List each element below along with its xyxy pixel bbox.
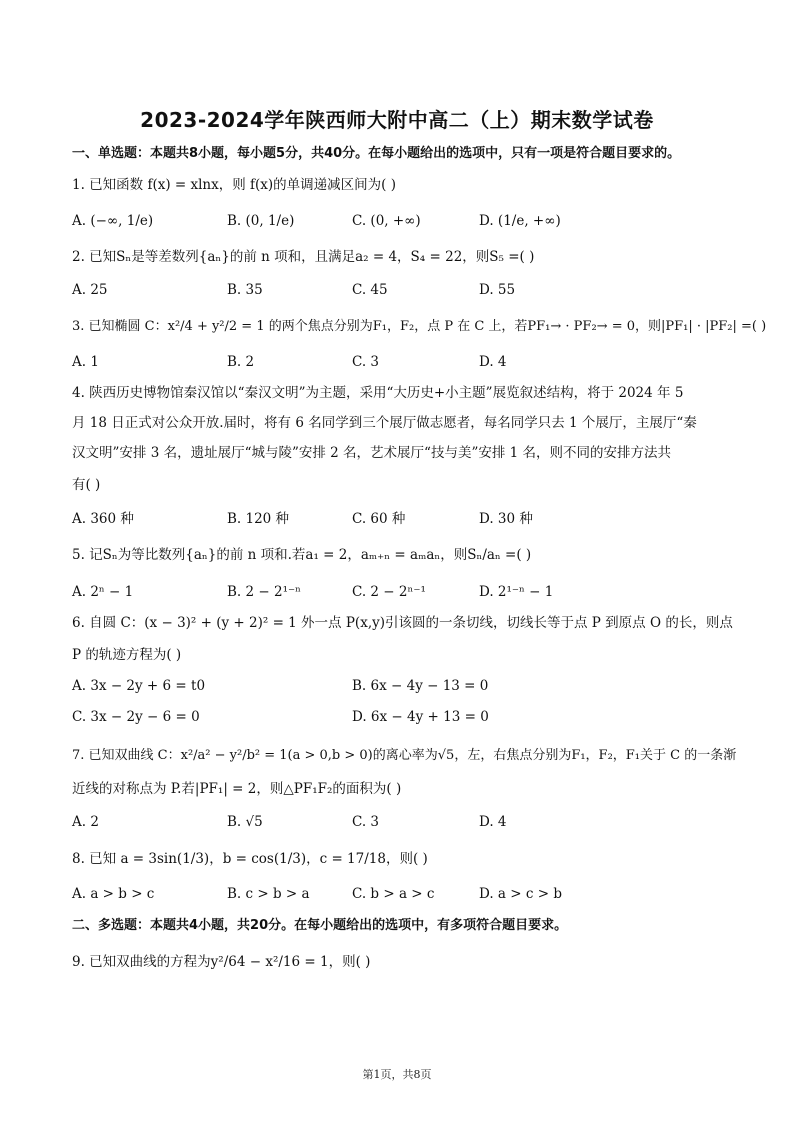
question-4-line-1: 4. 陕西历史博物馆秦汉馆以“秦汉文明”为主题，采用“大历史+小主题”展览叙述结构，将于 2024 年 5 xyxy=(72,385,684,401)
question-4-option-b: B. 120 种 xyxy=(227,511,290,527)
question-2-option-b: B. 35 xyxy=(227,282,263,298)
question-9-stem: 9. 已知双曲线的方程为y²/64 − x²/16 = 1，则( ) xyxy=(72,954,371,970)
question-6-option-a: A. 3x − 2y + 6 = t0 xyxy=(72,678,206,694)
question-7-line-2: 近线的对称点为 P.若|PF₁| = 2，则△PF₁F₂的面积为( ) xyxy=(72,781,402,797)
section-1-heading: 一、单选题：本题共8小题，每小题5分，共40分。在每小题给出的选项中，只有一项是符合题目要求的。 xyxy=(72,146,681,161)
question-8-option-d: D. a > c > b xyxy=(479,886,562,902)
question-4-option-a: A. 360 种 xyxy=(72,511,134,527)
question-1-option-c: C. (0, +∞) xyxy=(352,213,421,229)
question-5-option-a: A. 2ⁿ − 1 xyxy=(72,584,134,600)
question-7-line-1: 7. 已知双曲线 C：x²/a² − y²/b² = 1(a > 0,b > 0)的离心率为√5，左，右焦点分别为F₁，F₂，F₁关于 C 的一条渐 xyxy=(72,748,737,763)
question-8-option-a: A. a > b > c xyxy=(72,886,155,902)
question-4-line-2: 月 18 日正式对公众开放.届时，将有 6 名同学到三个展厅做志愿者，每名同学只去 1 个展厅，主展厅“秦 xyxy=(72,415,697,431)
question-6-option-d: D. 6x − 4y + 13 = 0 xyxy=(352,709,489,725)
question-3-stem: 3. 已知椭圆 C：x²/4 + y²/2 = 1 的两个焦点分别为F₁，F₂，点 P 在 C 上，若PF₁→ · PF₂→ = 0，则|PF₁| · |PF₂| =( ) xyxy=(72,319,767,334)
question-6-line-2: P 的轨迹方程为( ) xyxy=(72,647,182,663)
question-3-option-b: B. 2 xyxy=(227,354,255,370)
question-3-option-c: C. 3 xyxy=(352,354,380,370)
section-2-heading: 二、多选题：本题共4小题，共20分。在每小题给出的选项中，有多项符合题目要求。 xyxy=(72,918,568,933)
question-5-option-b: B. 2 − 2¹⁻ⁿ xyxy=(227,584,301,600)
question-7-option-b: B. √5 xyxy=(227,814,263,830)
question-1-option-a: A. (−∞, 1/e) xyxy=(72,213,154,229)
question-7-option-a: A. 2 xyxy=(72,814,99,830)
question-1-option-b: B. (0, 1/e) xyxy=(227,213,295,229)
page-footer: 第1页，共8页 xyxy=(362,1068,432,1081)
question-3-option-a: A. 1 xyxy=(72,354,99,370)
question-1-stem: 1. 已知函数 f(x) = xlnx，则 f(x)的单调递减区间为( ) xyxy=(72,177,396,193)
question-4-option-c: C. 60 种 xyxy=(352,511,406,527)
question-7-option-c: C. 3 xyxy=(352,814,380,830)
exam-title: 2023-2024学年陕西师大附中高二（上）期末数学试卷 xyxy=(140,108,654,132)
question-5-option-c: C. 2 − 2ⁿ⁻¹ xyxy=(352,584,426,600)
question-8-stem: 8. 已知 a = 3sin(1/3)，b = cos(1/3)，c = 17/18，则( ) xyxy=(72,851,428,867)
question-2-stem: 2. 已知Sₙ是等差数列{aₙ}的前 n 项和，且满足a₂ = 4，S₄ = 22，则S₅ =( ) xyxy=(72,249,535,265)
question-8-option-b: B. c > b > a xyxy=(227,886,310,902)
question-8-option-c: C. b > a > c xyxy=(352,886,435,902)
question-4-option-d: D. 30 种 xyxy=(479,511,533,527)
question-1-option-d: D. (1/e, +∞) xyxy=(479,213,561,229)
question-7-option-d: D. 4 xyxy=(479,814,507,830)
question-2-option-a: A. 25 xyxy=(72,282,108,298)
question-3-option-d: D. 4 xyxy=(479,354,507,370)
question-2-option-c: C. 45 xyxy=(352,282,388,298)
question-5-stem: 5. 记Sₙ为等比数列{aₙ}的前 n 项和.若a₁ = 2，aₘ₊ₙ = aₘaₙ，则Sₙ/aₙ =( ) xyxy=(72,547,532,563)
question-5-option-d: D. 2¹⁻ⁿ − 1 xyxy=(479,584,554,600)
question-2-option-d: D. 55 xyxy=(479,282,516,298)
question-6-line-1: 6. 自圆 C：(x − 3)² + (y + 2)² = 1 外一点 P(x,y)引该圆的一条切线，切线长等于点 P 到原点 O 的长，则点 xyxy=(72,615,733,631)
question-6-option-b: B. 6x − 4y − 13 = 0 xyxy=(352,678,489,694)
question-6-option-c: C. 3x − 2y − 6 = 0 xyxy=(72,709,200,725)
question-4-line-4: 有( ) xyxy=(72,477,101,493)
question-4-line-3: 汉文明”安排 3 名，遗址展厅“城与陵”安排 2 名，艺术展厅“技与美”安排 1 名，则不同的安排方法共 xyxy=(72,445,672,461)
